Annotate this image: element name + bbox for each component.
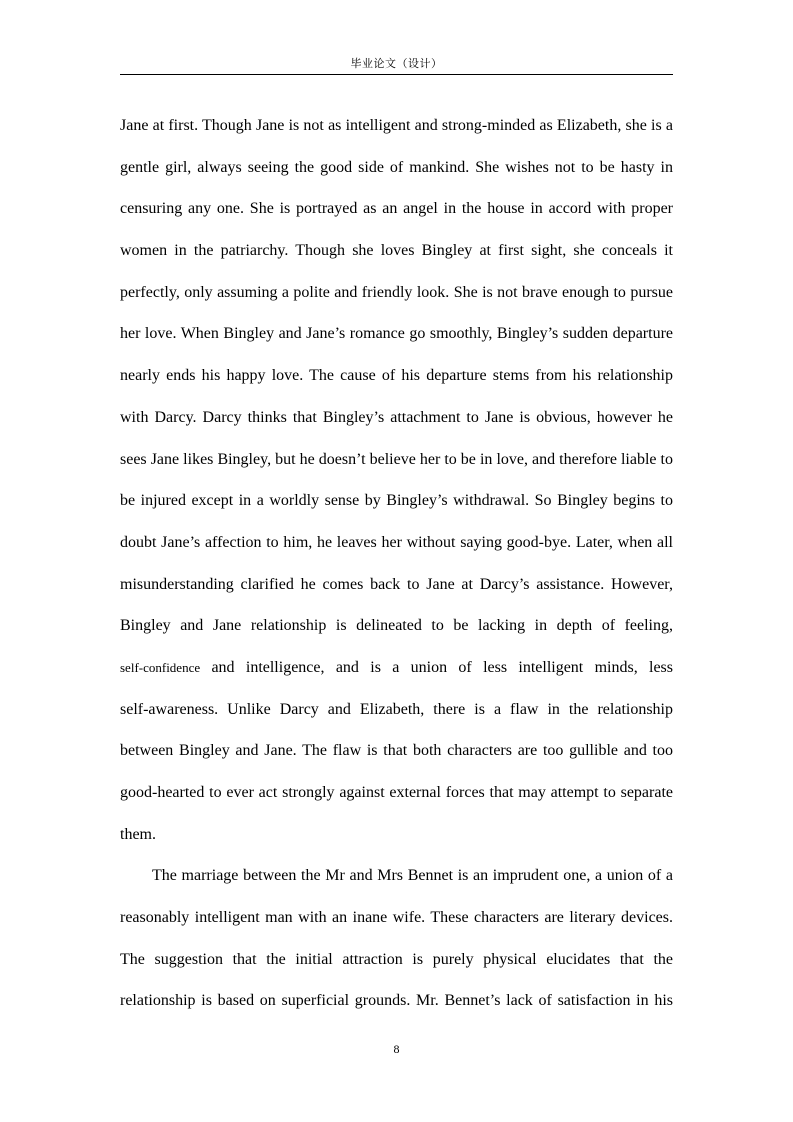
page-number: 8 bbox=[393, 1042, 400, 1056]
text-line: Jane at first. Though Jane is not as intelligent and strong-minded as Elizabeth, she is a bbox=[120, 117, 673, 134]
text-line: sees Jane likes Bingley, but he doesn’t believe her to be in love, and therefore liable to bbox=[120, 450, 673, 468]
text-line: Bingley and Jane relationship is delineated to be lacking in depth of feeling, bbox=[120, 617, 673, 635]
text-line: perfectly, only assuming a polite and friendly look. She is not brave enough to pursue bbox=[120, 283, 673, 301]
text-line: nearly ends his happy love. The cause of his departure stems from his relationship bbox=[120, 367, 673, 385]
text-line: them. bbox=[120, 825, 156, 843]
text-line: women in the patriarchy. Though she loves Bingley at first sight, she conceals it bbox=[120, 242, 673, 260]
text-line-mixed bbox=[120, 647, 673, 689]
text-line: between Bingley and Jane. The flaw is that both characters are too gullible and too bbox=[120, 742, 673, 760]
text-line: self-awareness. Unlike Darcy and Elizabeth, there is a flaw in the relationship bbox=[120, 700, 673, 718]
running-header: 毕业论文（设计） bbox=[350, 57, 443, 70]
text-line-rest: and intelligence, and is a union of less intelligent minds, less bbox=[211, 658, 673, 676]
text-line: reasonably intelligent man with an inane wife. These characters are literary devices. bbox=[120, 909, 673, 927]
text-line: The suggestion that the initial attraction is purely physical elucidates that the bbox=[120, 950, 673, 968]
text-line: doubt Jane’s affection to him, he leaves her without saying good-bye. Later, when all bbox=[120, 533, 673, 551]
small-word: self-confidence bbox=[120, 659, 201, 675]
text-line: be injured except in a worldly sense by Bingley’s withdrawal. So Bingley begins to bbox=[120, 492, 673, 510]
text-line: her love. When Bingley and Jane’s romance go smoothly, Bingley’s sudden departure bbox=[120, 325, 673, 343]
text-line: The marriage between the Mr and Mrs Bennet is an imprudent one, a union of a bbox=[152, 867, 673, 885]
text-line: misunderstanding clarified he comes back to Jane at Darcy’s assistance. However, bbox=[120, 575, 673, 593]
text-line: censuring any one. She is portrayed as an angel in the house in accord with proper bbox=[120, 200, 673, 218]
text-line: relationship is based on superficial grounds. Mr. Bennet’s lack of satisfaction in his bbox=[120, 992, 673, 1010]
body-text bbox=[120, 105, 673, 1022]
text-line: good-hearted to ever act strongly against external forces that may attempt to separate bbox=[120, 784, 673, 801]
text-line: with Darcy. Darcy thinks that Bingley’s attachment to Jane is obvious, however he bbox=[120, 408, 673, 426]
header-divider bbox=[120, 74, 673, 75]
text-line: gentle girl, always seeing the good side of mankind. She wishes not to be hasty in bbox=[120, 158, 673, 176]
